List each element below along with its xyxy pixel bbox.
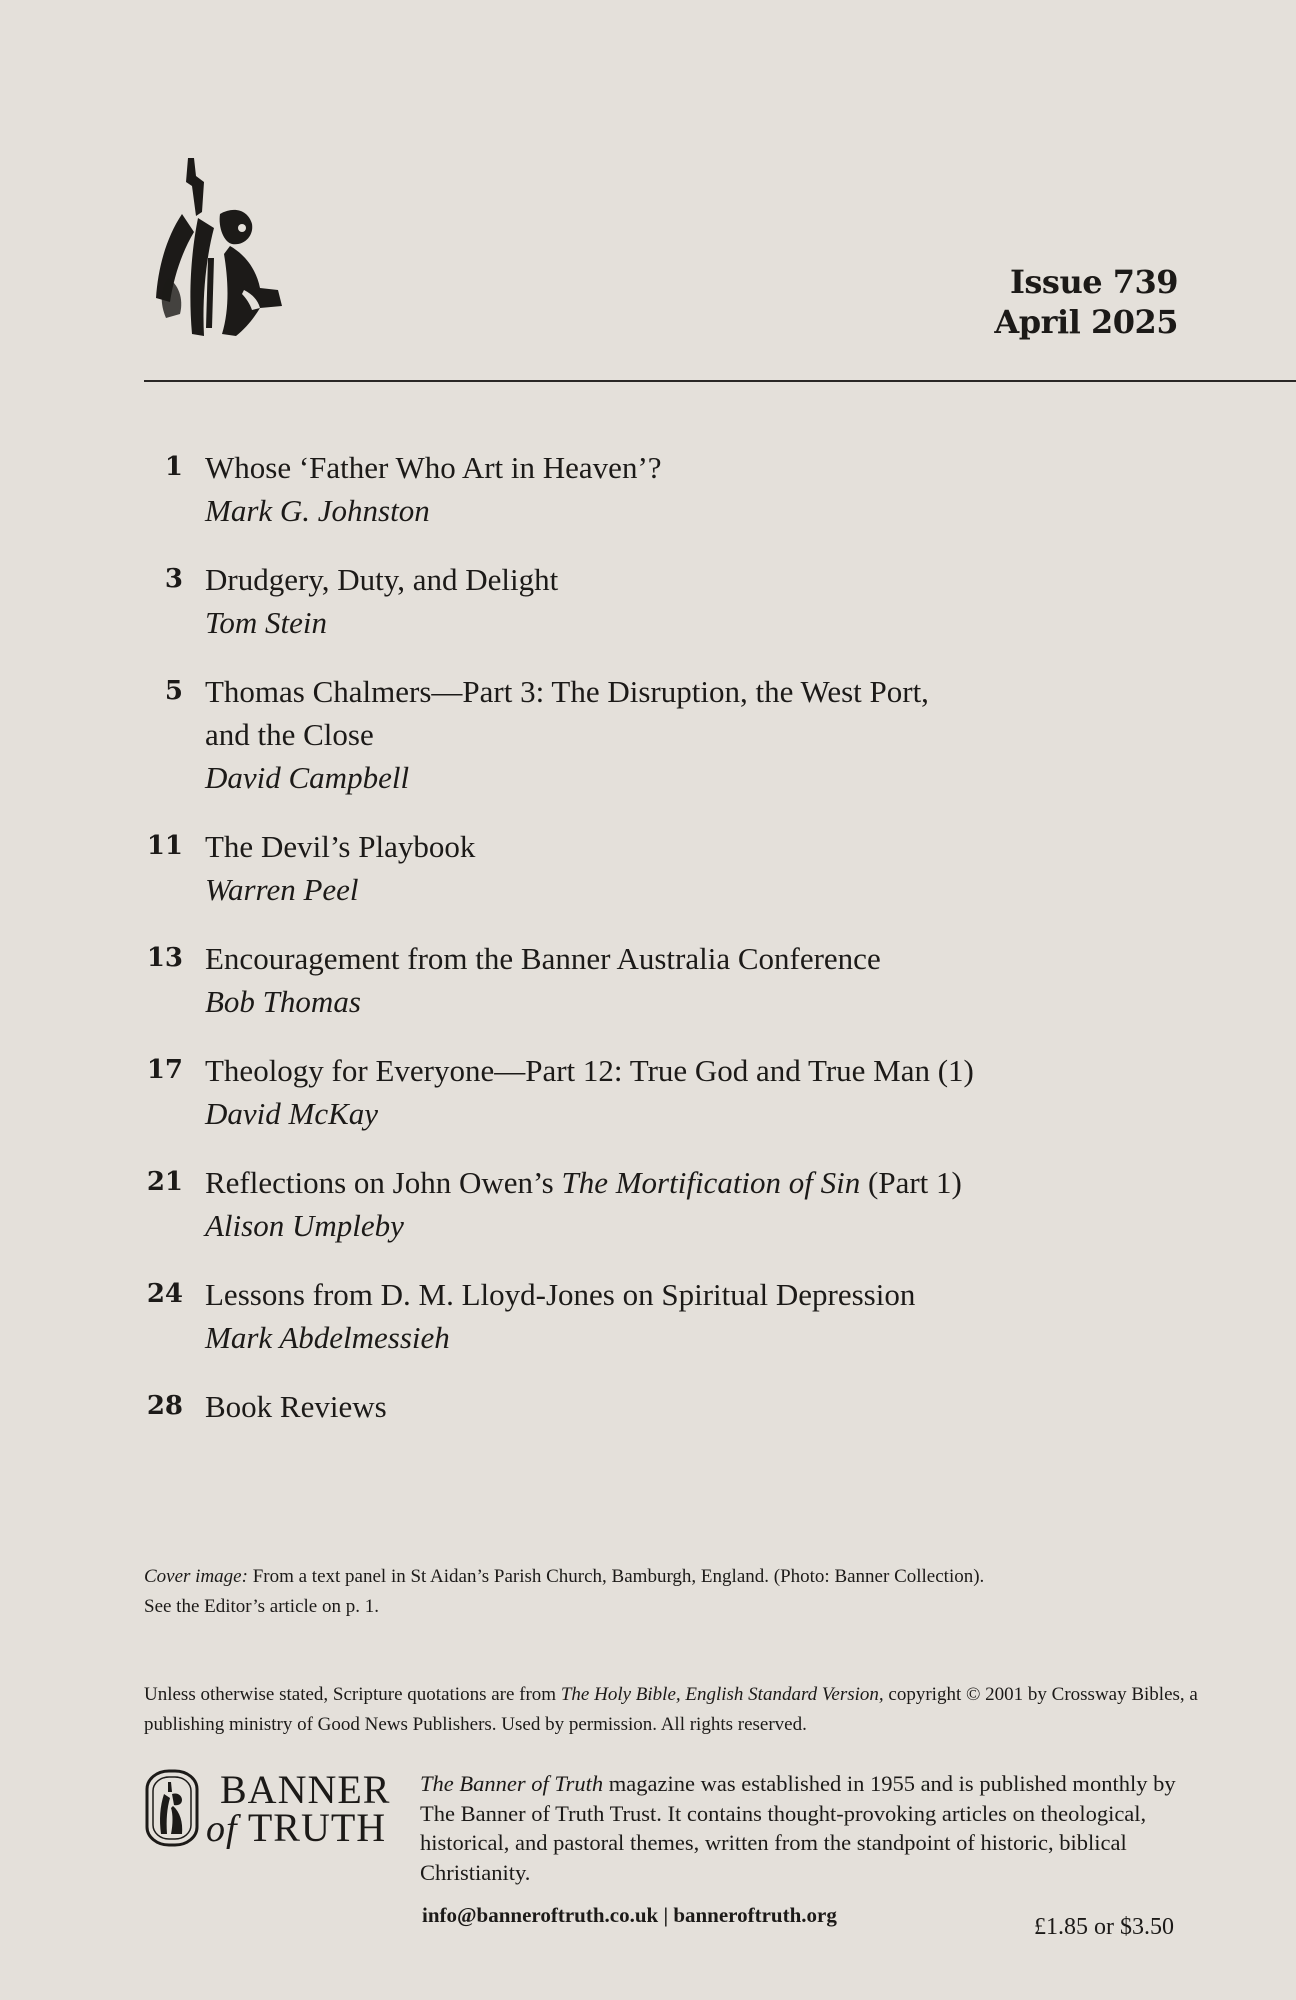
toc-title: Encouragement from the Banner Australia Conference: [205, 941, 881, 976]
price-label: £1.85 or $3.50: [1034, 1914, 1174, 1940]
website-link[interactable]: banneroftruth.org: [673, 1903, 837, 1927]
toc-page-number: 11: [146, 831, 183, 861]
toc-entry[interactable]: [140, 937, 1190, 1023]
toc-author: David Campbell: [205, 760, 410, 795]
toc-entry[interactable]: [140, 558, 1190, 644]
banner-emblem-icon: [144, 1768, 200, 1848]
toc-page-number: 1: [164, 452, 183, 482]
brand-word-of-truth: [206, 1804, 386, 1851]
issue-info: [994, 262, 1178, 342]
banner-figure-logo-icon: [148, 158, 298, 340]
cover-image-note: [144, 1562, 1194, 1622]
toc-entry[interactable]: [140, 825, 1190, 911]
toc-entry[interactable]: [140, 670, 1190, 799]
toc-title-continued: and the Close: [205, 717, 374, 752]
toc-entry[interactable]: [140, 1161, 1190, 1247]
header-divider: [144, 380, 1296, 382]
scripture-permission-note: [144, 1680, 1204, 1740]
toc-title-suffix: (Part 1): [860, 1165, 962, 1200]
brand-word-of: of: [206, 1808, 238, 1850]
toc-title: [205, 1161, 1190, 1204]
toc-title-prefix: Reflections on John Owen’s: [205, 1165, 562, 1200]
toc-page-number: 3: [164, 564, 183, 594]
brand-word-truth: TRUTH: [237, 1805, 387, 1850]
issue-date: April 2025: [994, 303, 1178, 341]
toc-entry[interactable]: [140, 1049, 1190, 1135]
toc-author: Alison Umpleby: [205, 1208, 404, 1243]
contact-separator: |: [658, 1903, 674, 1927]
toc-entry[interactable]: [140, 1273, 1190, 1359]
cover-note-text: From a text panel in St Aidan’s Parish Church, Bamburgh, England. (Photo: Banner Collection).: [247, 1566, 985, 1587]
toc-page-number: 13: [146, 943, 183, 973]
toc-entry[interactable]: [140, 446, 1190, 532]
cover-note-label: Cover image:: [144, 1566, 248, 1587]
toc-page-number: 28: [146, 1391, 183, 1421]
banner-of-truth-logo: [144, 1768, 400, 1852]
scripture-note-pre: Unless otherwise stated, Scripture quotations are from: [144, 1684, 561, 1705]
toc-title: Thomas Chalmers—Part 3: The Disruption, the West Port,: [205, 674, 929, 709]
table-of-contents: [140, 446, 1190, 1454]
toc-entry[interactable]: [140, 1385, 1190, 1428]
toc-page-number: 17: [146, 1055, 183, 1085]
magazine-description-text: magazine was established in 1955 and is published monthly by The Banner of Truth Trust. It contains thought-provoking articles on theological, historical, and pastoral themes, written from the standpoint of historic, biblical Christianity.: [420, 1771, 1176, 1885]
cover-note-reference: See the Editor’s article on p. 1.: [144, 1596, 379, 1617]
scripture-note-bible: The Holy Bible, English Standard Version,: [560, 1684, 884, 1705]
toc-author: Bob Thomas: [205, 984, 361, 1019]
toc-title-book: The Mortification of Sin: [561, 1165, 861, 1200]
issue-number: Issue 739: [1009, 263, 1178, 301]
toc-title: Drudgery, Duty, and Delight: [205, 562, 559, 597]
contact-email-link[interactable]: info@banneroftruth.co.uk: [422, 1903, 659, 1927]
toc-page-number: 24: [146, 1279, 183, 1309]
toc-author: Tom Stein: [205, 605, 328, 640]
toc-page-number: 5: [164, 676, 183, 706]
toc-title: Theology for Everyone—Part 12: True God and True Man (1): [205, 1053, 974, 1088]
toc-title: The Devil’s Playbook: [205, 829, 476, 864]
magazine-description: [420, 1769, 1200, 1887]
contact-info: [422, 1903, 837, 1928]
toc-title: Whose ‘Father Who Art in Heaven’?: [205, 450, 662, 485]
toc-author: David McKay: [205, 1096, 379, 1131]
toc-title: Lessons from D. M. Lloyd-Jones on Spiritual Depression: [205, 1277, 916, 1312]
toc-author: Warren Peel: [205, 872, 359, 907]
scripture-note-post: copyright © 2001 by Crossway Bibles, a publishing ministry of Good News Publishers. Used by permission. All rights reserved.: [144, 1684, 1198, 1735]
toc-author: Mark Abdelmessieh: [205, 1320, 450, 1355]
toc-title: Book Reviews: [205, 1389, 387, 1424]
magazine-name: The Banner of Truth: [420, 1771, 604, 1796]
toc-page-number: 21: [146, 1167, 183, 1197]
brand-word-banner: BANNER: [220, 1767, 391, 1812]
toc-author: Mark G. Johnston: [205, 493, 430, 528]
